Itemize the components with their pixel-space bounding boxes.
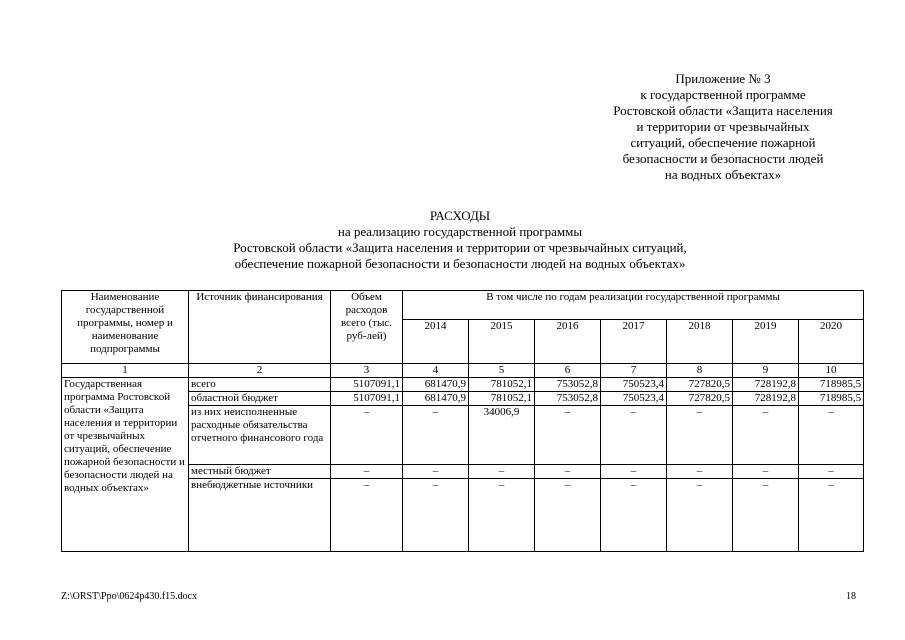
year-value-cell: –	[535, 465, 601, 479]
appendix-line: к государственной программе	[640, 87, 806, 102]
header-year: 2016	[535, 320, 601, 364]
header-name: Наименование государственной программы, номер и наименование подпрограммы	[62, 291, 189, 364]
year-value-cell: 728192,8	[733, 378, 799, 392]
column-number: 9	[733, 364, 799, 378]
column-number: 4	[403, 364, 469, 378]
year-value-cell: –	[601, 479, 667, 552]
header-year: 2015	[469, 320, 535, 364]
year-value-cell: 727820,5	[667, 378, 733, 392]
column-number-row	[62, 364, 864, 378]
year-value-cell: –	[667, 465, 733, 479]
document-title	[140, 208, 780, 272]
source-cell: местный бюджет	[189, 465, 331, 479]
header-year: 2018	[667, 320, 733, 364]
year-value-cell: –	[403, 479, 469, 552]
column-number: 6	[535, 364, 601, 378]
year-value-cell: –	[733, 479, 799, 552]
year-value-cell: 781052,1	[469, 378, 535, 392]
year-value-cell: 718985,5	[799, 378, 864, 392]
column-number: 2	[189, 364, 331, 378]
year-value-cell: 753052,8	[535, 378, 601, 392]
header-year: 2017	[601, 320, 667, 364]
year-value-cell: 753052,8	[535, 392, 601, 406]
source-cell: всего	[189, 378, 331, 392]
appendix-line: безопасности и безопасности людей	[622, 151, 824, 166]
appendix-line: Приложение № 3	[675, 71, 771, 86]
column-number: 5	[469, 364, 535, 378]
title-line: обеспечение пожарной безопасности и безопасности людей на водных объектах»	[234, 256, 686, 271]
year-value-cell: 750523,4	[601, 378, 667, 392]
year-value-cell: 718985,5	[799, 392, 864, 406]
year-value-cell: –	[469, 479, 535, 552]
total-cell: 5107091,1	[331, 378, 403, 392]
total-cell: –	[331, 465, 403, 479]
appendix-line: на водных объектах»	[664, 167, 782, 182]
year-value-cell: –	[667, 406, 733, 465]
header-years-group: В том числе по годам реализации государственной программы	[403, 291, 864, 320]
header-year: 2019	[733, 320, 799, 364]
appendix-block	[592, 71, 854, 183]
year-value-cell: –	[733, 406, 799, 465]
header-source: Источник финансирования	[189, 291, 331, 364]
page-number: 18	[846, 591, 856, 602]
header-year: 2020	[799, 320, 864, 364]
source-cell: внебюджетные источники	[189, 479, 331, 552]
year-value-cell: 727820,5	[667, 392, 733, 406]
year-value-cell: 750523,4	[601, 392, 667, 406]
appendix-line: ситуаций, обеспечение пожарной	[630, 135, 816, 150]
program-name-cell: Государственная программа Ростовской области «Защита населения и территории от чрезвычайных ситуаций, обеспечение пожарной безопасности и безопасности людей на водных объектах»	[62, 378, 189, 552]
year-value-cell: –	[469, 465, 535, 479]
source-cell: областной бюджет	[189, 392, 331, 406]
total-cell: 5107091,1	[331, 392, 403, 406]
year-value-cell: –	[799, 465, 864, 479]
total-cell: –	[331, 479, 403, 552]
title-line: РАСХОДЫ	[429, 208, 491, 223]
appendix-line: Ростовской области «Защита населения	[613, 103, 833, 118]
year-value-cell: –	[535, 479, 601, 552]
year-value-cell: –	[403, 406, 469, 465]
year-value-cell: 681470,9	[403, 392, 469, 406]
year-value-cell: 728192,8	[733, 392, 799, 406]
year-value-cell: –	[601, 406, 667, 465]
header-year: 2014	[403, 320, 469, 364]
table-row	[62, 378, 864, 392]
header-total: Объем расходов всего (тыс. руб-лей)	[331, 291, 403, 364]
title-line: Ростовской области «Защита населения и территории от чрезвычайных ситуаций,	[233, 240, 687, 255]
year-value-cell: –	[667, 479, 733, 552]
year-value-cell: –	[799, 406, 864, 465]
year-value-cell: –	[535, 406, 601, 465]
appendix-line: и территории от чрезвычайных	[636, 119, 810, 134]
column-number: 3	[331, 364, 403, 378]
source-cell: из них неисполненные расходные обязательства отчетного финансового года	[189, 406, 331, 465]
year-value-cell: 34006,9	[469, 406, 535, 465]
year-value-cell: –	[799, 479, 864, 552]
total-cell: –	[331, 406, 403, 465]
column-number: 8	[667, 364, 733, 378]
column-number: 10	[799, 364, 864, 378]
column-number: 1	[62, 364, 189, 378]
year-value-cell: 781052,1	[469, 392, 535, 406]
column-number: 7	[601, 364, 667, 378]
file-path: Z:\ORST\Ppo\0624p430.f15.docx	[61, 591, 198, 602]
year-value-cell: 681470,9	[403, 378, 469, 392]
title-line: на реализацию государственной программы	[337, 224, 583, 239]
expenses-table	[61, 290, 864, 552]
year-value-cell: –	[403, 465, 469, 479]
year-value-cell: –	[733, 465, 799, 479]
year-value-cell: –	[601, 465, 667, 479]
